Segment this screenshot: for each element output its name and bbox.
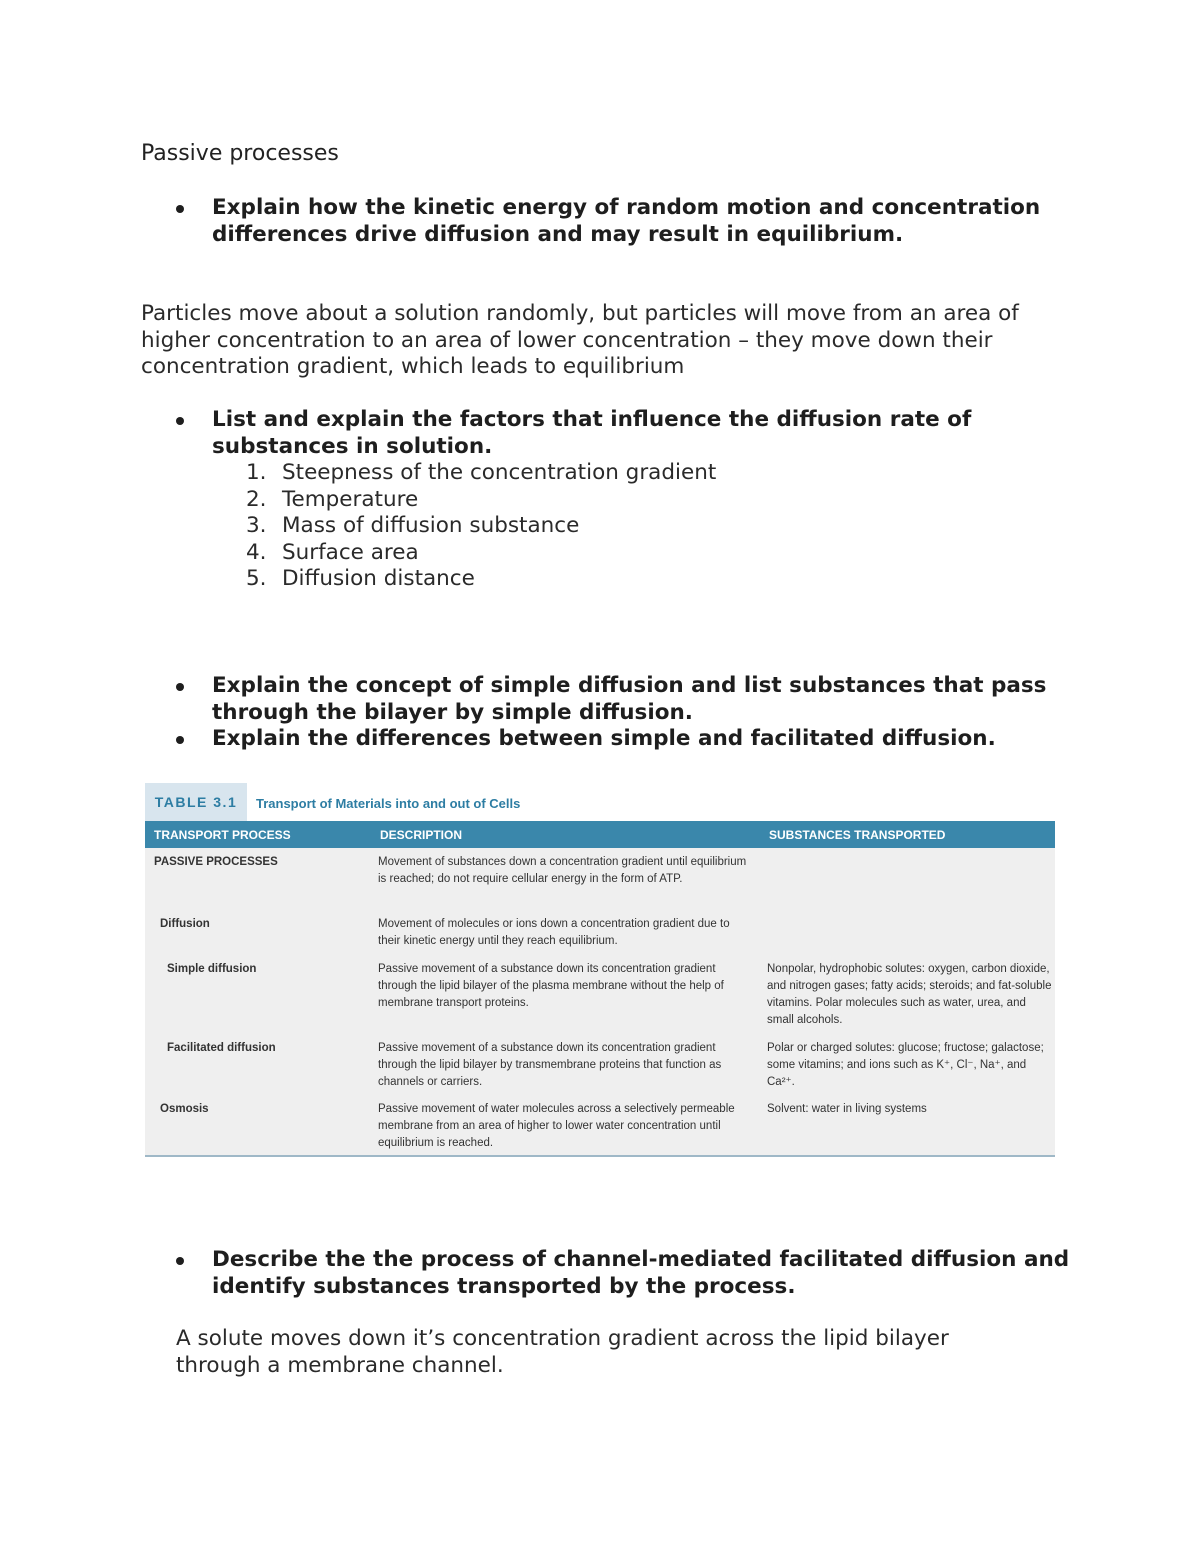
bullet-icon bbox=[176, 1257, 184, 1265]
bullet-icon bbox=[176, 683, 184, 691]
paragraph-channel: A solute moves down it’s concentration gradient across the lipid bilayer through a membrane channel. bbox=[176, 1326, 949, 1378]
column-header: SUBSTANCES TRANSPORTED bbox=[769, 828, 946, 842]
table-header bbox=[145, 821, 1055, 848]
table-title: Transport of Materials into and out of Cells bbox=[256, 796, 521, 811]
column-header: TRANSPORT PROCESS bbox=[154, 828, 291, 842]
objective-bullet-5: Describe the the process of channel-mediated facilitated diffusion and identify substances transported by the process. bbox=[176, 1247, 1076, 1300]
objective-bullet-2: List and explain the factors that influence the diffusion rate of substances in solution. bbox=[176, 407, 1076, 460]
list-item: 5. Diffusion distance bbox=[246, 566, 475, 591]
table-figure bbox=[145, 783, 1055, 1159]
paragraph-equilibrium: Particles move about a solution randomly, but particles will move from an area of higher concentration to an area of lower concentration – they move down their concentration gradient, which leads to equilibrium bbox=[141, 301, 1019, 379]
bullet-icon bbox=[176, 417, 184, 425]
table-body: PASSIVE PROCESSES Movement of substances down a concentration gradient until equilibrium is reached; do not require cellular energy in the form of ATP. Diffusion Movement of molecules or ions down a concentration gradient due to their kinetic energy until they reach equilibrium. Simple diffusion Passive movement of a substance down its concentration gradient through the lipid bilayer of the plasma membrane without the help of membrane transport proteins. Nonpolar, hydrophobic solutes: oxygen, carbon dioxide, and nitrogen gases; fatty acids; steroids; and fat-soluble vitamins. Polar molecules such as water, urea, and small alcohols. Facilitated diffusion Passive movement of a substance down its concentration gradient through the lipid bilayer by transmembrane proteins that function as channels or carriers. Polar or charged solutes: glucose; fructose; galactose; some vitamins; and ions such as K⁺, Cl⁻, Na⁺, and Ca²⁺. Osmosis Passive movement of water molecules across a selectively permeable membrane from an area of higher to lower water concentration until equilibrium is reached. Solvent: water in living systems bbox=[145, 848, 1055, 1157]
list-item: 1. Steepness of the concentration gradient bbox=[246, 460, 717, 485]
list-item: 4. Surface area bbox=[246, 539, 419, 565]
table-label: TABLE 3.1 bbox=[145, 783, 247, 821]
bullet-icon bbox=[176, 205, 184, 213]
bullet-icon bbox=[176, 736, 184, 744]
section-heading: Passive processes bbox=[141, 141, 339, 166]
factors-list bbox=[246, 460, 716, 593]
objective-bullet-3: Explain the concept of simple diffusion and list substances that pass through the bilayer by simple diffusion. bbox=[176, 673, 1076, 726]
list-item: 3. Mass of diffusion substance bbox=[246, 513, 580, 538]
column-header: DESCRIPTION bbox=[380, 828, 463, 842]
objective-bullet-1: Explain how the kinetic energy of random motion and concentration differences drive diffusion and may result in equilibrium. bbox=[176, 195, 1076, 248]
list-item: 2. Temperature bbox=[246, 486, 419, 512]
objective-bullet-4: Explain the differences between simple and facilitated diffusion. bbox=[176, 726, 1076, 753]
